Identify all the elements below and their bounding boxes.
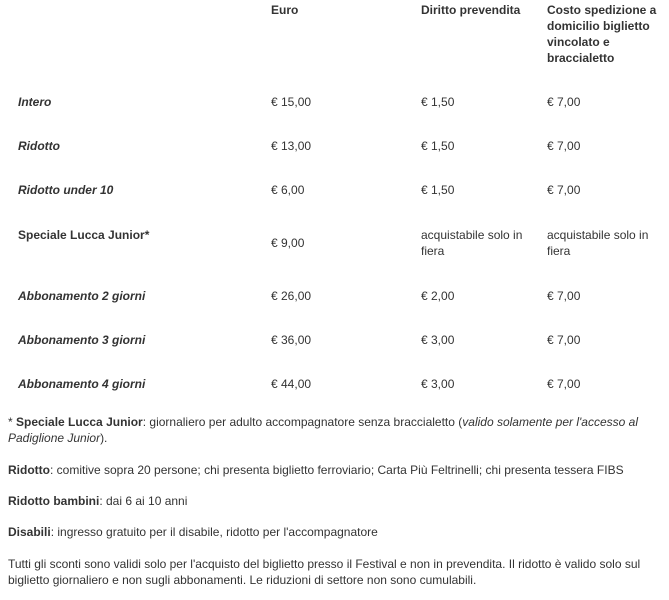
cell-euro: € 26,00 <box>271 289 312 303</box>
note-ridotto-term: Ridotto <box>8 463 50 477</box>
note-bambini-term: Ridotto bambini <box>8 494 100 508</box>
note-junior-text: : giornaliero per adulto accompagnatore senza braccialetto ( <box>142 415 463 429</box>
cell-spedizione: € 7,00 <box>547 289 581 303</box>
row-label: Abbonamento 4 giorni <box>18 377 146 391</box>
row-label: Abbonamento 2 giorni <box>18 289 146 303</box>
note-bambini-text: : dai 6 ai 10 anni <box>99 494 188 508</box>
note-junior-prefix: * <box>8 415 17 429</box>
cell-euro: € 6,00 <box>271 183 305 197</box>
cell-spedizione: € 7,00 <box>547 95 581 109</box>
cell-prevendita: € 3,00 <box>421 333 455 347</box>
cell-spedizione: € 7,00 <box>547 333 581 347</box>
row-label: Ridotto under 10 <box>18 183 114 197</box>
note-junior-term: Speciale Lucca Junior <box>16 415 143 429</box>
cell-prevendita: € 2,00 <box>421 289 455 303</box>
cell-prevendita: acquistabile solo in fiera <box>421 228 523 258</box>
note-disabili-term: Disabili <box>8 525 51 539</box>
note-junior-suffix: ). <box>100 431 108 445</box>
header-spedizione: Costo spedizione a domicilio biglietto vincolato e braccialetto <box>547 3 657 65</box>
row-label: Ridotto <box>18 139 60 153</box>
row-label: Abbonamento 3 giorni <box>18 333 146 347</box>
note-disabili <box>8 524 658 540</box>
cell-euro: € 9,00 <box>271 236 305 250</box>
header-euro: Euro <box>271 3 299 17</box>
cell-prevendita: € 1,50 <box>421 183 455 197</box>
cell-prevendita: € 3,00 <box>421 377 455 391</box>
cell-prevendita: € 1,50 <box>421 95 455 109</box>
note-bambini <box>8 493 658 509</box>
row-label: Speciale Lucca Junior* <box>18 228 150 242</box>
header-prevendita: Diritto prevendita <box>421 3 521 17</box>
row-label: Intero <box>18 95 52 109</box>
note-ridotto-text: : comitive sopra 20 persone; chi presenta biglietto ferroviario; Carta Più Feltrinelli; chi presenta tessera FIBS <box>49 463 624 477</box>
cell-euro: € 15,00 <box>271 95 312 109</box>
note-sconti: Tutti gli sconti sono validi solo per l'acquisto del biglietto presso il Festival e non in prevendita. Il ridotto è valido solo sul biglietto giornaliero e non sugli abbonamenti. Le riduzioni di settore non sono cumulabili. <box>8 557 641 587</box>
note-junior <box>8 414 658 446</box>
cell-spedizione: acquistabile solo in fiera <box>547 228 649 258</box>
cell-euro: € 36,00 <box>271 333 312 347</box>
cell-euro: € 13,00 <box>271 139 312 153</box>
cell-spedizione: € 7,00 <box>547 183 581 197</box>
cell-spedizione: € 7,00 <box>547 139 581 153</box>
cell-prevendita: € 1,50 <box>421 139 455 153</box>
note-junior-italic: valido solamente per l'accesso al Padiglione Junior <box>8 415 638 445</box>
note-disabili-text: : ingresso gratuito per il disabile, ridotto per l'accompagnatore <box>50 525 378 539</box>
cell-euro: € 44,00 <box>271 377 312 391</box>
note-ridotto <box>8 462 658 478</box>
cell-spedizione: € 7,00 <box>547 377 581 391</box>
